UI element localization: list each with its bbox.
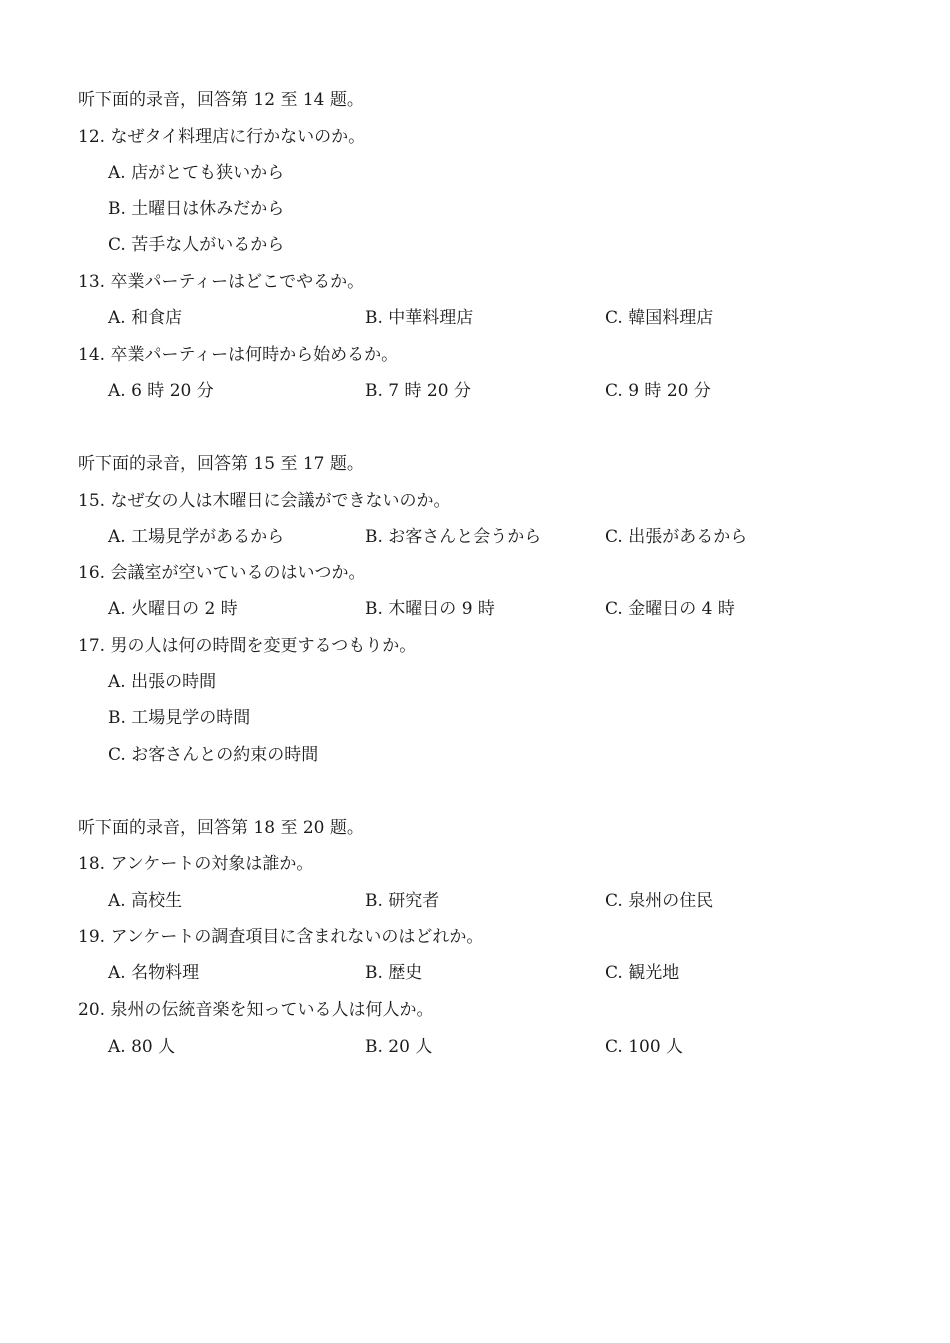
option-a: A. 名物料理	[108, 963, 200, 983]
option-b: B. 工場見学の時間	[108, 708, 251, 728]
option-c: C. 金曜日の 4 時	[605, 599, 735, 619]
option-b: B. 20 人	[365, 1037, 433, 1057]
option-c: C. 100 人	[605, 1037, 684, 1057]
section-header: 听下面的录音，回答第 12 至 14 题。	[78, 90, 364, 110]
question-stem: 17. 男の人は何の時間を変更するつもりか。	[78, 636, 417, 656]
option-c: C. 観光地	[605, 963, 680, 983]
question-stem: 12. なぜタイ料理店に行かないのか。	[78, 127, 366, 147]
section-header: 听下面的录音，回答第 18 至 20 题。	[78, 818, 364, 838]
question-stem: 19. アンケートの調査項目に含まれないのはどれか。	[78, 927, 484, 947]
option-c: C. 韓国料理店	[605, 308, 714, 328]
option-a: A. 工場見学があるから	[108, 527, 285, 547]
option-a: A. 出張の時間	[108, 672, 217, 692]
option-b: B. 7 時 20 分	[365, 381, 471, 401]
option-c: C. 苦手な人がいるから	[108, 235, 285, 255]
option-a: A. 高校生	[108, 891, 183, 911]
question-stem: 16. 会議室が空いているのはいつか。	[78, 563, 366, 583]
question-stem: 14. 卒業パーティーは何時から始めるか。	[78, 345, 399, 365]
option-a: A. 和食店	[108, 308, 183, 328]
option-c: C. 9 時 20 分	[605, 381, 711, 401]
option-b: B. 歴史	[365, 963, 423, 983]
option-c: C. 出張があるから	[605, 527, 748, 547]
option-a: A. 店がとても狭いから	[108, 163, 285, 183]
option-b: B. 土曜日は休みだから	[108, 199, 285, 219]
option-b: B. 中華料理店	[365, 308, 474, 328]
question-stem: 13. 卒業パーティーはどこでやるか。	[78, 272, 365, 292]
option-c: C. お客さんとの約束の時間	[108, 745, 319, 765]
question-stem: 18. アンケートの対象は誰か。	[78, 854, 314, 874]
option-a: A. 6 時 20 分	[108, 381, 214, 401]
option-b: B. 木曜日の 9 時	[365, 599, 495, 619]
option-b: B. お客さんと会うから	[365, 527, 542, 547]
option-a: A. 火曜日の 2 時	[108, 599, 238, 619]
section-header: 听下面的录音，回答第 15 至 17 题。	[78, 454, 364, 474]
option-a: A. 80 人	[108, 1037, 176, 1057]
question-stem: 20. 泉州の伝統音楽を知っている人は何人か。	[78, 1000, 434, 1020]
option-b: B. 研究者	[365, 891, 440, 911]
option-c: C. 泉州の住民	[605, 891, 714, 911]
question-stem: 15. なぜ女の人は木曜日に会議ができないのか。	[78, 491, 451, 511]
